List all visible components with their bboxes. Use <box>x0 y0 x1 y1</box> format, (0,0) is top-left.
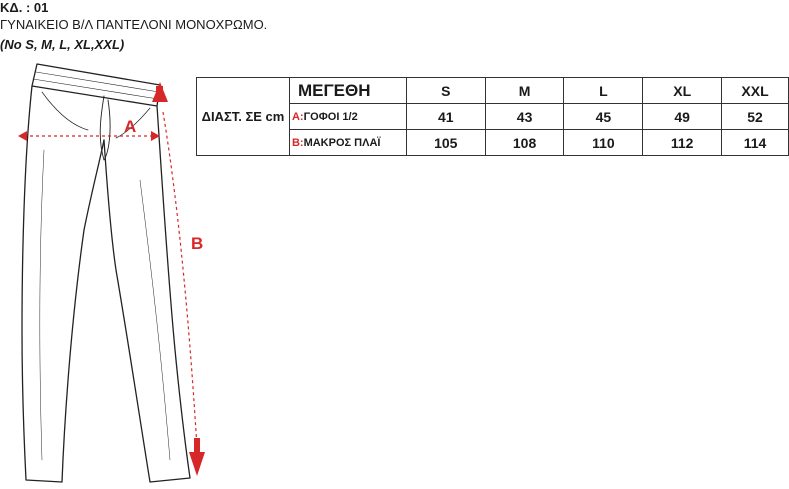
measure-b-label: B <box>191 234 204 253</box>
waistband <box>32 64 160 106</box>
table-cell: 43 <box>485 104 564 130</box>
pocket-left <box>42 92 88 130</box>
measurement-unit-label: ΔΙΑΣΤ. ΣΕ cm <box>197 78 290 156</box>
table-cell: 45 <box>564 104 643 130</box>
table-cell: 49 <box>643 104 722 130</box>
crease-left <box>40 150 44 460</box>
table-cell: 112 <box>643 130 722 156</box>
size-header-row <box>197 78 789 104</box>
available-sizes-note: (No S, M, L, XL,XXL) <box>0 37 125 52</box>
size-chart-table <box>196 77 789 156</box>
table-cell: 105 <box>406 130 485 156</box>
product-title: ΓΥΝΑΙΚΕΙΟ Β/Λ ΠΑΝΤΕΛΟΝΙ ΜΟΝΟΧΡΩΜΟ. <box>0 17 268 32</box>
row-text-side-length: ΜΑΚΡΟΣ ΠΛΑΪ <box>303 136 381 149</box>
table-cell: 108 <box>485 130 564 156</box>
row-label-hips <box>289 104 406 130</box>
measure-b-arrow-bottom-stem <box>194 438 200 454</box>
size-header-label: ΜΕΓΕΘΗ <box>289 78 406 104</box>
size-l: L <box>564 78 643 104</box>
measure-b-arrow-bottom <box>189 452 205 476</box>
product-code: ΚΔ. : 01 <box>0 0 49 15</box>
crease-right <box>140 180 170 460</box>
size-xxl: XXL <box>722 78 789 104</box>
table-cell: 110 <box>564 130 643 156</box>
row-letter-b: B: <box>291 136 304 149</box>
table-cell: 52 <box>722 104 789 130</box>
table-cell: 114 <box>722 130 789 156</box>
table-cell: 41 <box>406 104 485 130</box>
row-label-side-length <box>289 130 406 156</box>
measure-a-arrow-left <box>18 131 27 141</box>
size-m: M <box>485 78 564 104</box>
right-leg <box>104 106 190 482</box>
left-leg <box>22 86 104 482</box>
row-letter-a: A: <box>291 110 304 123</box>
measure-a-label: A <box>124 117 137 136</box>
size-xl: XL <box>643 78 722 104</box>
size-s: S <box>406 78 485 104</box>
row-text-hips: ΓΟΦΟΙ 1/2 <box>303 110 358 123</box>
measure-b-arrow-top <box>152 82 168 102</box>
